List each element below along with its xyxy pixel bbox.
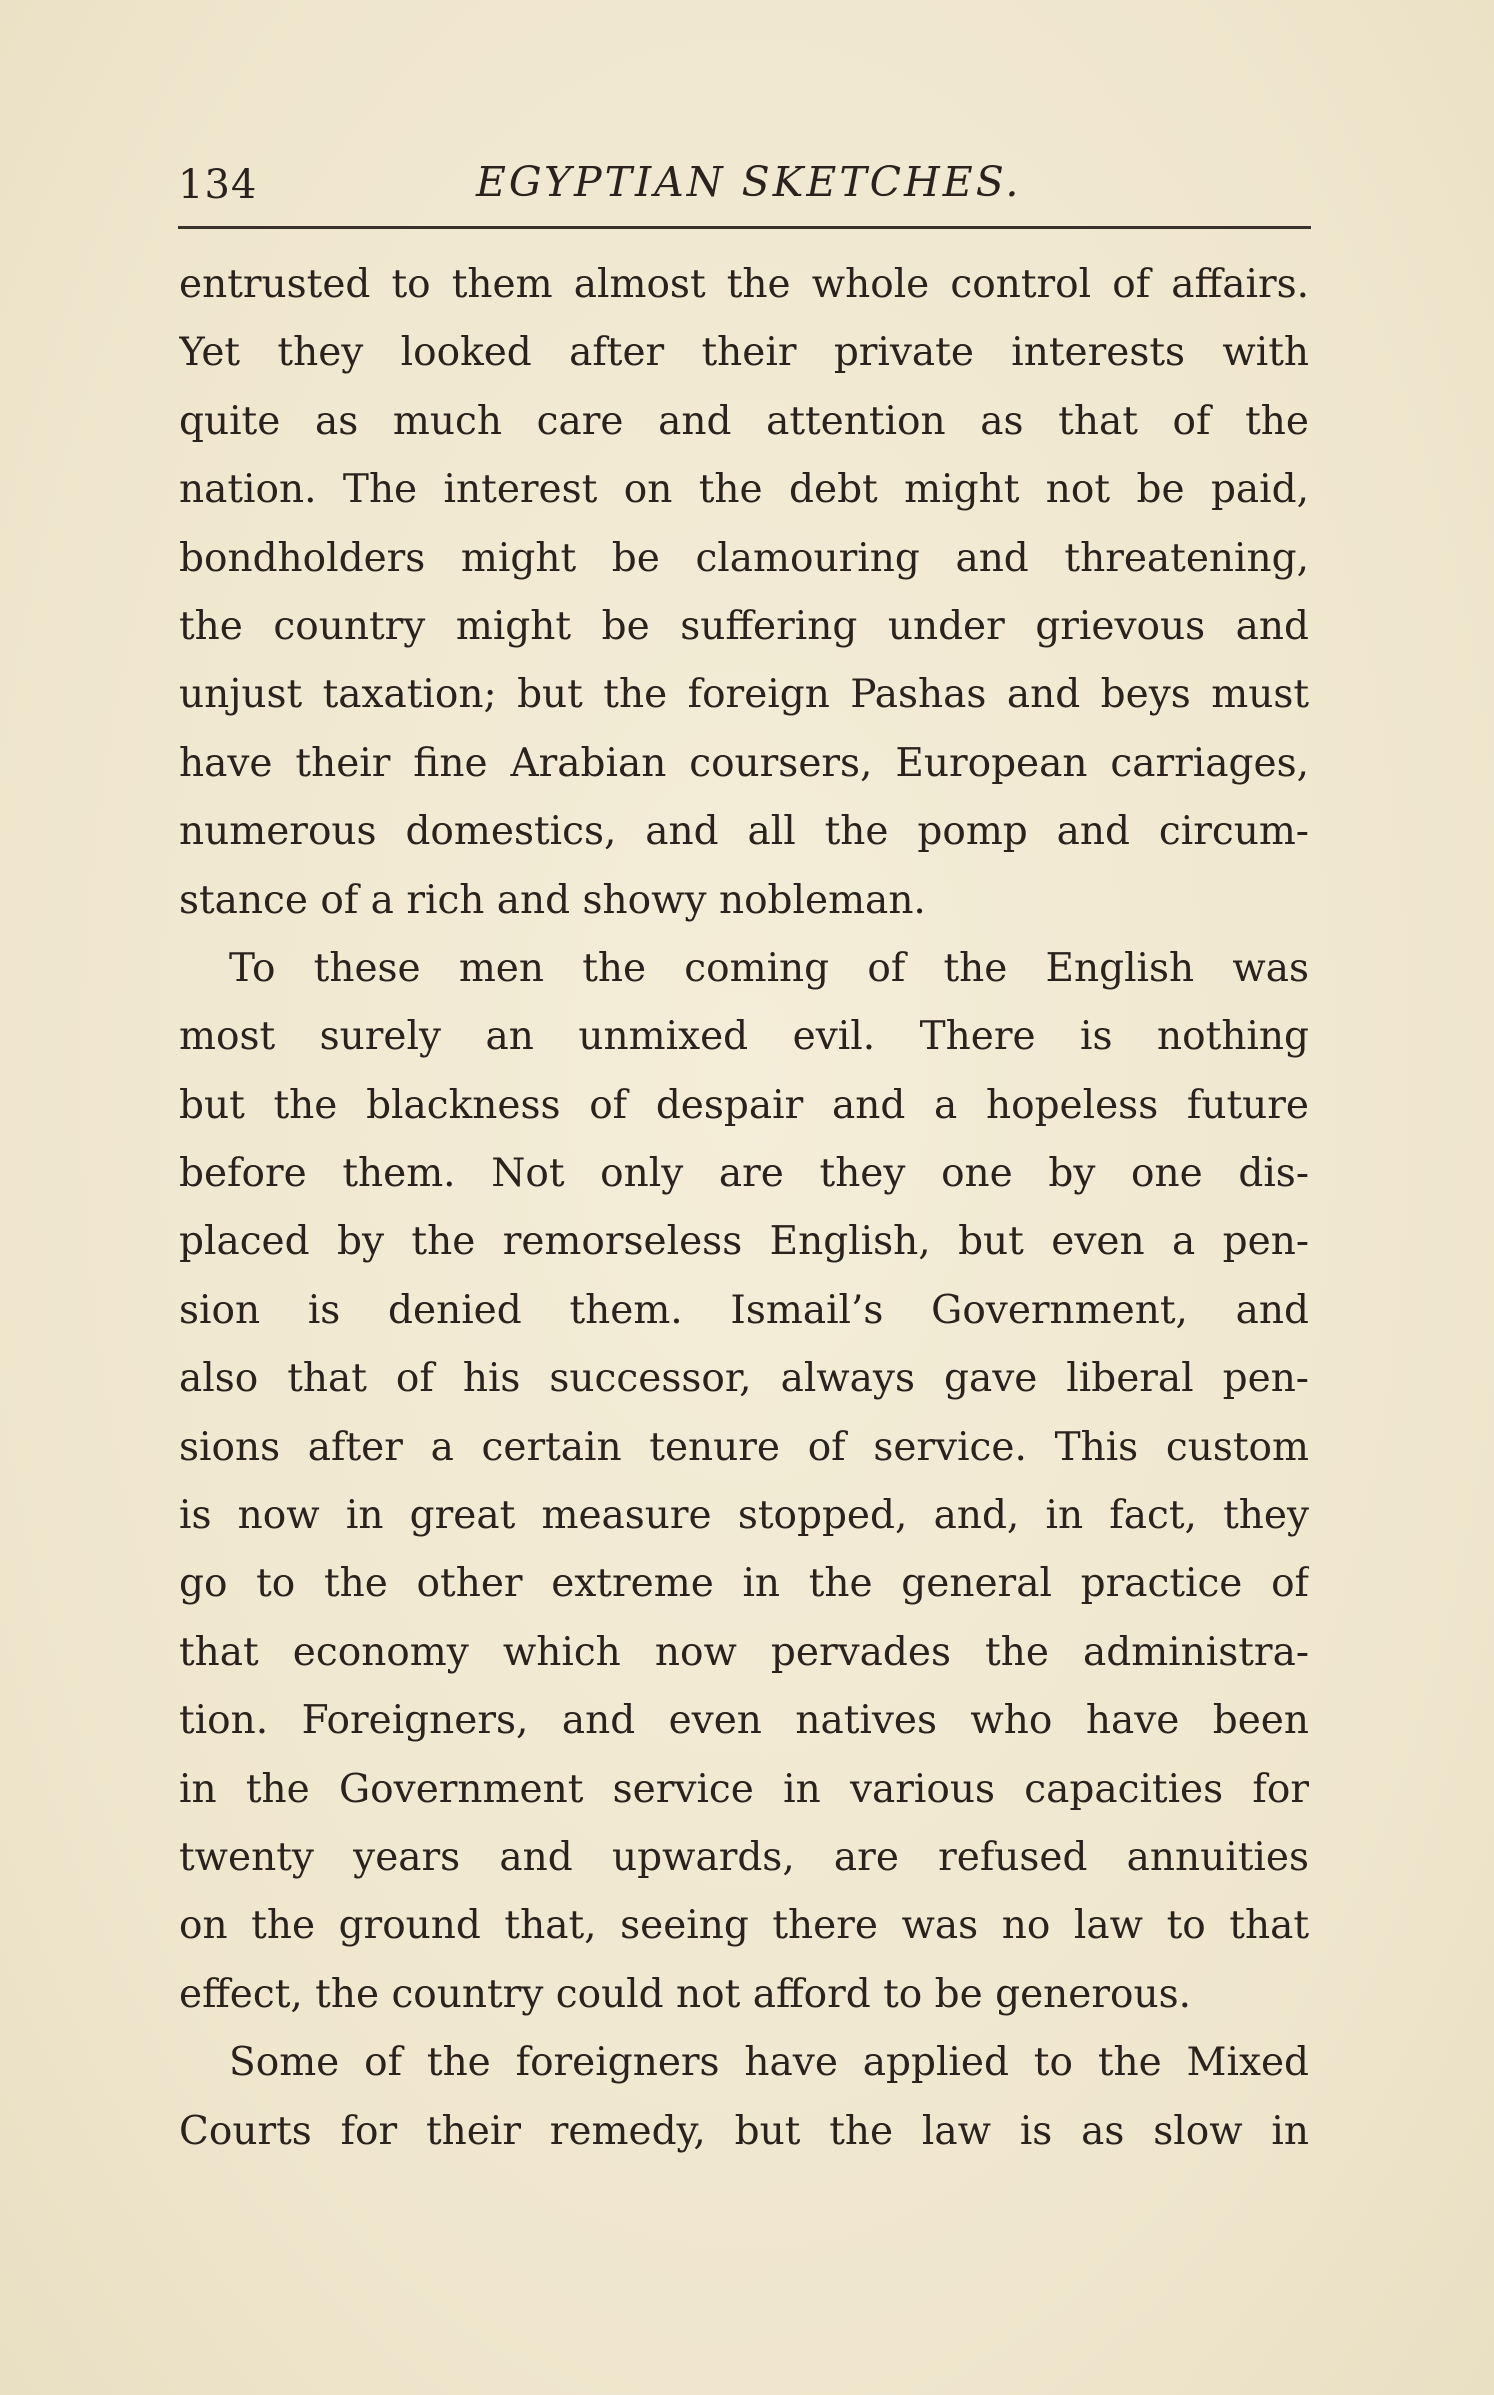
text-line: nation. The interest on the debt might not be paid,	[179, 467, 1309, 513]
text-line: tion. Foreigners, and even natives who have been	[179, 1698, 1309, 1744]
text-line: Courts for their remedy, but the law is as slow in	[179, 2108, 1309, 2154]
text-line: is now in great measure stopped, and, in fact, they	[179, 1493, 1309, 1539]
text-line: Yet they looked after their private interests with	[179, 330, 1309, 376]
page-number: 134	[178, 162, 258, 208]
text-line: sion is denied them. Ismail’s Government, and	[179, 1287, 1309, 1333]
paragraph-start-line: To these men the coming of the English was	[229, 945, 1309, 991]
text-line: have their fine Arabian coursers, European carriages,	[179, 740, 1309, 786]
paragraph-end-line: effect, the country could not afford to be generous.	[179, 1971, 1192, 2017]
text-line: in the Government service in various capacities for	[179, 1766, 1309, 1812]
text-line: before them. Not only are they one by one dis-	[179, 1151, 1309, 1197]
body-text	[179, 251, 1309, 2166]
running-head	[178, 158, 1308, 218]
text-line: that economy which now pervades the administra-	[179, 1629, 1309, 1675]
paragraph-start-line: Some of the foreigners have applied to the Mixed	[229, 2040, 1309, 2086]
text-line: on the ground that, seeing there was no law to that	[179, 1903, 1309, 1949]
text-line: also that of his successor, always gave liberal pen-	[179, 1356, 1309, 1402]
text-line: placed by the remorseless English, but even a pen-	[179, 1219, 1309, 1265]
text-line: numerous domestics, and all the pomp and circum-	[179, 809, 1309, 855]
text-line: go to the other extreme in the general practice of	[179, 1561, 1309, 1607]
paragraph-end-line: stance of a rich and showy nobleman.	[179, 877, 926, 923]
running-title: EGYPTIAN SKETCHES.	[476, 158, 1022, 206]
text-line: unjust taxation; but the foreign Pashas and beys must	[179, 672, 1309, 718]
text-line: quite as much care and attention as that of the	[179, 398, 1309, 444]
text-line: sions after a certain tenure of service. This custom	[179, 1424, 1309, 1470]
text-line: but the blackness of despair and a hopeless future	[179, 1082, 1309, 1128]
text-line: most surely an unmixed evil. There is nothing	[179, 1014, 1309, 1060]
text-line: the country might be suffering under grievous and	[179, 603, 1309, 649]
text-line: bondholders might be clamouring and threatening,	[179, 535, 1309, 581]
text-line: twenty years and upwards, are refused annuities	[179, 1834, 1309, 1880]
header-rule	[178, 226, 1311, 229]
text-line: entrusted to them almost the whole control of affairs.	[179, 262, 1309, 307]
